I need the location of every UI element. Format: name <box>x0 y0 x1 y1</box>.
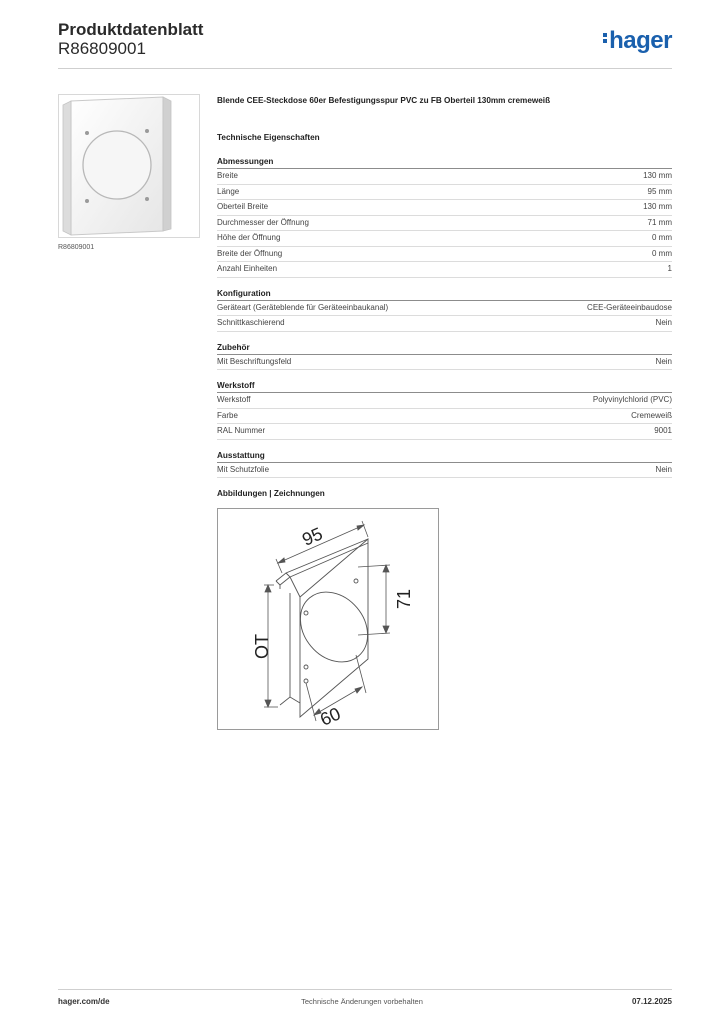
section-ausstattung <box>217 449 672 479</box>
row-label: RAL Nummer <box>217 426 266 435</box>
row-label: Breite <box>217 171 238 180</box>
table-row <box>217 262 672 278</box>
section-werkstoff <box>217 379 672 440</box>
table-row <box>217 185 672 201</box>
table-row <box>217 216 672 232</box>
row-label: Werkstoff <box>217 395 251 404</box>
cover-plate-photo-icon <box>59 95 199 237</box>
row-value: Nein <box>655 464 672 474</box>
header-divider <box>58 68 672 69</box>
section-title: Abmessungen <box>217 155 672 169</box>
row-label: Breite der Öffnung <box>217 248 283 258</box>
row-value: 1 <box>667 264 672 273</box>
footer-divider <box>58 989 672 990</box>
table-row <box>217 169 672 185</box>
row-label: Länge <box>217 186 240 196</box>
footer-website-link[interactable]: hager.com/de <box>58 997 110 1006</box>
row-label: Mit Beschriftungsfeld <box>217 356 292 366</box>
footer-date: 07.12.2025 <box>631 997 672 1006</box>
dimension-left: OT <box>252 634 272 659</box>
table-row <box>217 409 672 425</box>
section-zubehoer <box>217 341 672 371</box>
row-value: 0 mm <box>652 248 672 258</box>
logo-dots-icon <box>603 33 607 45</box>
row-value: 9001 <box>654 426 672 435</box>
figures-heading: Abbildungen | Zeichnungen <box>217 489 325 498</box>
section-title: Werkstoff <box>217 379 672 393</box>
table-row <box>217 424 672 440</box>
row-value: 95 mm <box>647 186 672 196</box>
photo-caption: R86809001 <box>58 244 95 251</box>
section-abmessungen <box>217 155 672 278</box>
row-label: Anzahl Einheiten <box>217 264 278 273</box>
section-title: Ausstattung <box>217 449 672 463</box>
row-value: Nein <box>655 356 672 366</box>
table-row <box>217 316 672 332</box>
technical-properties-heading: Technische Eigenschaften <box>217 133 320 142</box>
row-value: 0 mm <box>652 233 672 242</box>
row-label: Höhe der Öffnung <box>217 233 281 242</box>
table-row <box>217 355 672 371</box>
technical-content <box>217 96 672 487</box>
row-value: 130 mm <box>643 202 672 211</box>
row-label: Farbe <box>217 410 238 420</box>
document-number: R86809001 <box>58 39 146 58</box>
row-value: 130 mm <box>643 171 672 180</box>
row-value: Nein <box>655 318 672 327</box>
document-title: Produktdatenblatt <box>58 20 204 39</box>
row-value: CEE-Geräteeinbaudose <box>587 302 672 312</box>
row-label: Durchmesser der Öffnung <box>217 217 309 227</box>
table-row <box>217 247 672 263</box>
table-row <box>217 200 672 216</box>
table-row <box>217 463 672 479</box>
row-label: Oberteil Breite <box>217 202 269 211</box>
product-description: Blende CEE-Steckdose 60er Befestigungsspur PVC zu FB Oberteil 130mm cremeweiß <box>217 96 551 105</box>
row-value: 71 mm <box>647 217 672 227</box>
product-photo <box>58 94 200 238</box>
footer-note: Technische Änderungen vorbehalten <box>301 997 423 1006</box>
section-title: Zubehör <box>217 341 672 355</box>
row-label: Schnittkaschierend <box>217 318 285 327</box>
hager-logo <box>603 27 672 55</box>
row-label: Mit Schutzfolie <box>217 464 270 474</box>
dimension-drawing-icon <box>218 509 438 729</box>
dimension-bottom: 60 <box>317 703 344 729</box>
dimension-top: 95 <box>299 523 326 550</box>
dimension-right: 71 <box>394 588 414 609</box>
section-konfiguration <box>217 287 672 332</box>
logo-text: hager <box>609 27 672 54</box>
row-value: Cremeweiß <box>631 410 672 420</box>
technical-drawing <box>217 508 439 730</box>
row-label: Geräteart (Geräteblende für Geräteeinbaukanal) <box>217 302 389 312</box>
section-title: Konfiguration <box>217 287 672 301</box>
table-row <box>217 393 672 409</box>
table-row <box>217 301 672 317</box>
row-value: Polyvinylchlorid (PVC) <box>592 395 672 404</box>
table-row <box>217 231 672 247</box>
